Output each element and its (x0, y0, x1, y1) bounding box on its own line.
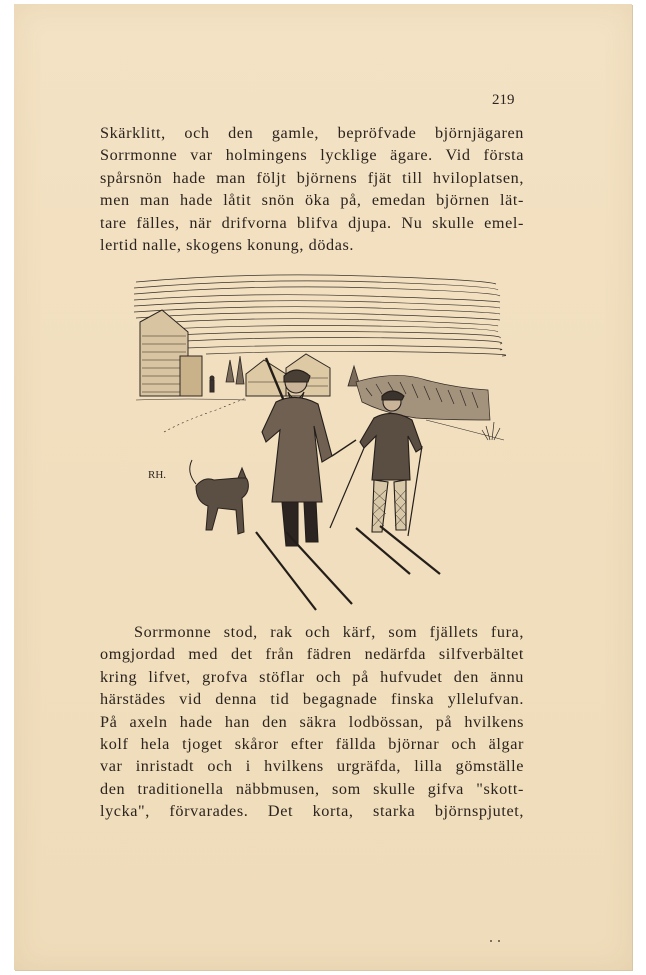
forest-hill (356, 375, 490, 420)
illustration-signature: RH. (148, 469, 167, 481)
text-line: På axeln hade han den säkra lodbössan, på hvilkens (100, 712, 524, 731)
text-line: den traditionella näbbmusen, som skulle gifva "skott- (100, 779, 524, 798)
text-line: men man hade låtit snön öka på, emedan björnen lät- (100, 191, 524, 210)
text-line: omgjordad med det från fädren nedärfda silfverbältet (100, 645, 524, 664)
sky-hatching (134, 275, 506, 356)
text-line: tare fälles, när drifvorna blifva djupa. Nu skulle emel- (100, 213, 524, 232)
text-line: lertid nalle, skogens konung, dödas. (100, 236, 355, 255)
text-line: kring lifvet, grofva stöflar och på hufvudet den ännu (100, 667, 524, 686)
paragraph-bottom (100, 621, 524, 823)
shrub (482, 422, 500, 440)
text-line: spårsnön hade man följt björnens fjät till hviloplatsen, (100, 168, 524, 187)
barn-left (140, 310, 202, 396)
text-line: Sorrmonne var holmingens lycklige ägare. Vid första (100, 146, 524, 165)
text-line: Sorrmonne stod, rak och kärf, som fjällets fura, (134, 623, 524, 641)
dog (190, 460, 249, 534)
paragraph-top (100, 122, 524, 256)
print-mark (488, 939, 502, 943)
text-line: kolf hela tjoget skåror efter fällda björnar och älgar (100, 735, 524, 754)
text-line: härstädes vid denna tid begagnade finska yllelufvan. (100, 690, 524, 709)
distant-figure (210, 376, 214, 392)
book-page (14, 4, 632, 970)
page-number: 219 (492, 92, 515, 108)
text-line: Skärklitt, och den gamle, bepröfvade björnjägaren (100, 124, 524, 142)
text-line: lycka", förvarades. Det korta, starka björnspjutet, (100, 802, 524, 821)
text-line: var inristadt och i hvilkens urgräfda, lilla gömställe (100, 757, 524, 776)
engraving-illustration (126, 270, 506, 622)
